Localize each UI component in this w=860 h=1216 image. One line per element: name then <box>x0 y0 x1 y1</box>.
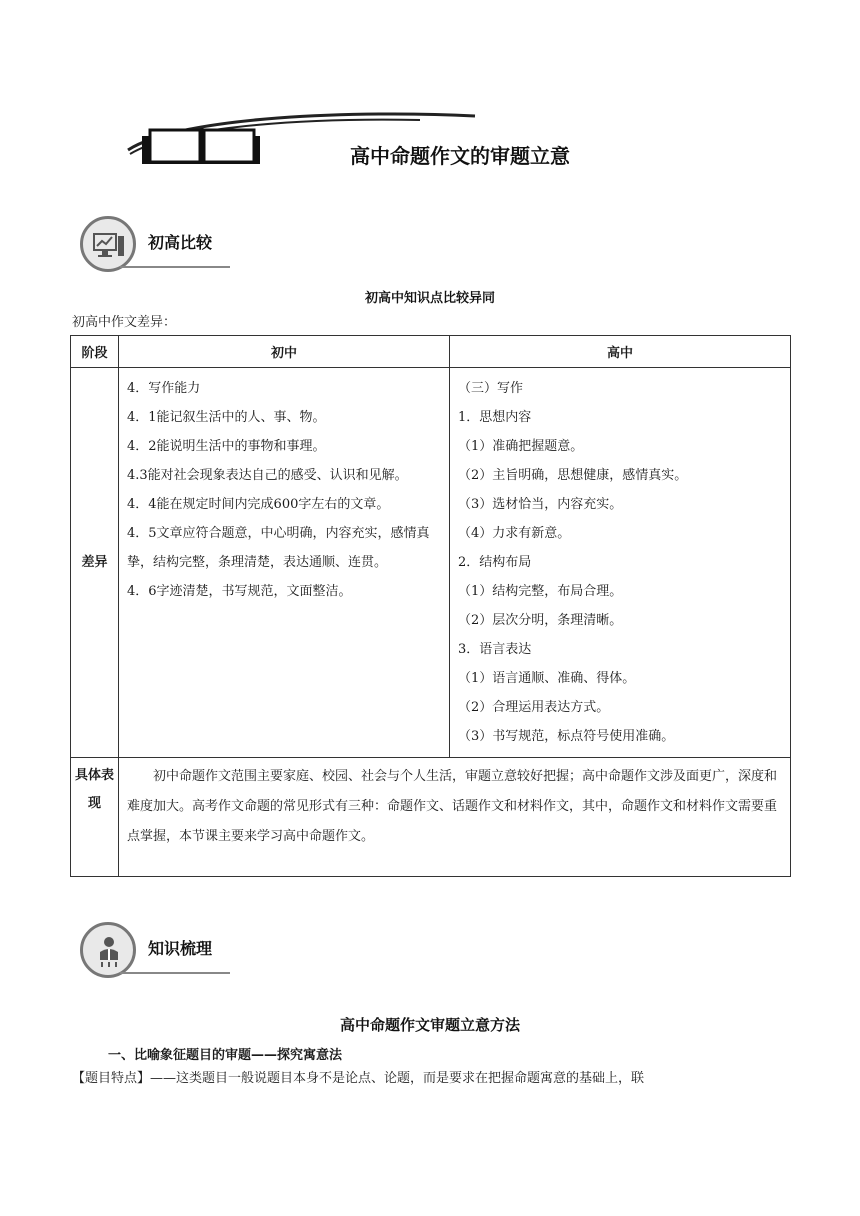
list-item: 3．语言表达 <box>458 642 532 657</box>
list-item: （3）选材恰当，内容充实。 <box>458 497 623 512</box>
row-label-detail: 具体表现 <box>71 758 119 877</box>
list-item: 4．2能说明生活中的事物和事理。 <box>127 439 326 454</box>
list-item: 4．1能记叙生活中的人、事、物。 <box>127 410 326 425</box>
table-row <box>71 368 791 758</box>
senior-column <box>450 368 791 758</box>
list-item: 4．4能在规定时间内完成600字左右的文章。 <box>127 497 390 512</box>
list-item: （3）书写规范，标点符号使用准确。 <box>458 729 675 744</box>
list-item: 4．写作能力 <box>127 381 201 396</box>
comparison-table <box>70 335 791 877</box>
list-item: 4．6字迹清楚，书写规范，文面整洁。 <box>127 584 352 599</box>
compare-subtitle: 初高中知识点比较异同 <box>364 291 495 306</box>
list-item: （2）合理运用表达方式。 <box>458 700 610 715</box>
section-label: 初高比较 <box>148 233 213 252</box>
compare-intro: 初高中作文差异： <box>72 315 177 330</box>
list-item: （2）主旨明确，思想健康，感情真实。 <box>458 468 688 483</box>
table-header-cell: 高中 <box>450 336 791 368</box>
list-item: 2．结构布局 <box>458 555 532 570</box>
presenter-icon <box>80 922 136 978</box>
table-header-cell: 阶段 <box>71 336 119 368</box>
topic-feature-paragraph: 【题目特点】——这类题目一般说题目本身不是论点、论题，而是要求在把握命题寓意的基础上，联 <box>72 1071 645 1086</box>
monitor-chart-icon <box>80 216 136 272</box>
section-label: 知识梳理 <box>148 939 213 958</box>
page-title: 高中命题作文的审题立意 <box>350 144 570 168</box>
table-header-cell: 初中 <box>119 336 450 368</box>
list-item: （2）层次分明，条理清晰。 <box>458 613 623 628</box>
list-item: 4.3能对社会现象表达自己的感受、认识和见解。 <box>127 468 408 483</box>
table-row <box>71 758 791 877</box>
list-item: （1）准确把握题意。 <box>458 439 584 454</box>
method-heading: 一、比喻象征题目的审题——探究寓意法 <box>108 1048 343 1063</box>
list-item: 1．思想内容 <box>458 410 532 425</box>
row-label-diff: 差异 <box>71 368 119 758</box>
list-item: （4）力求有新意。 <box>458 526 571 541</box>
section-header-knowledge <box>80 922 280 978</box>
list-item: （1）语言通顺、准确、得体。 <box>458 671 636 686</box>
list-item: （三）写作 <box>458 381 524 396</box>
section-header-compare <box>80 216 280 272</box>
detail-text: 初中命题作文范围主要家庭、校园、社会与个人生活，审题立意较好把握；高中命题作文涉及面更广，深度和难度加大。高考作文命题的常见形式有三种：命题作文、话题作文和材料作文，其中，命题作文和材料作文需要重点掌握，本节课主要来学习高中命题作文。 <box>119 758 791 877</box>
table-header-row <box>71 336 791 368</box>
list-item: （1）结构完整，布局合理。 <box>458 584 623 599</box>
knowledge-subtitle: 高中命题作文审题立意方法 <box>339 1016 520 1034</box>
list-item: 4．5文章应符合题意，中心明确，内容充实，感情真挚，结构完整，条理清楚，表达通顺、连贯。 <box>127 526 430 570</box>
junior-column <box>119 368 450 758</box>
